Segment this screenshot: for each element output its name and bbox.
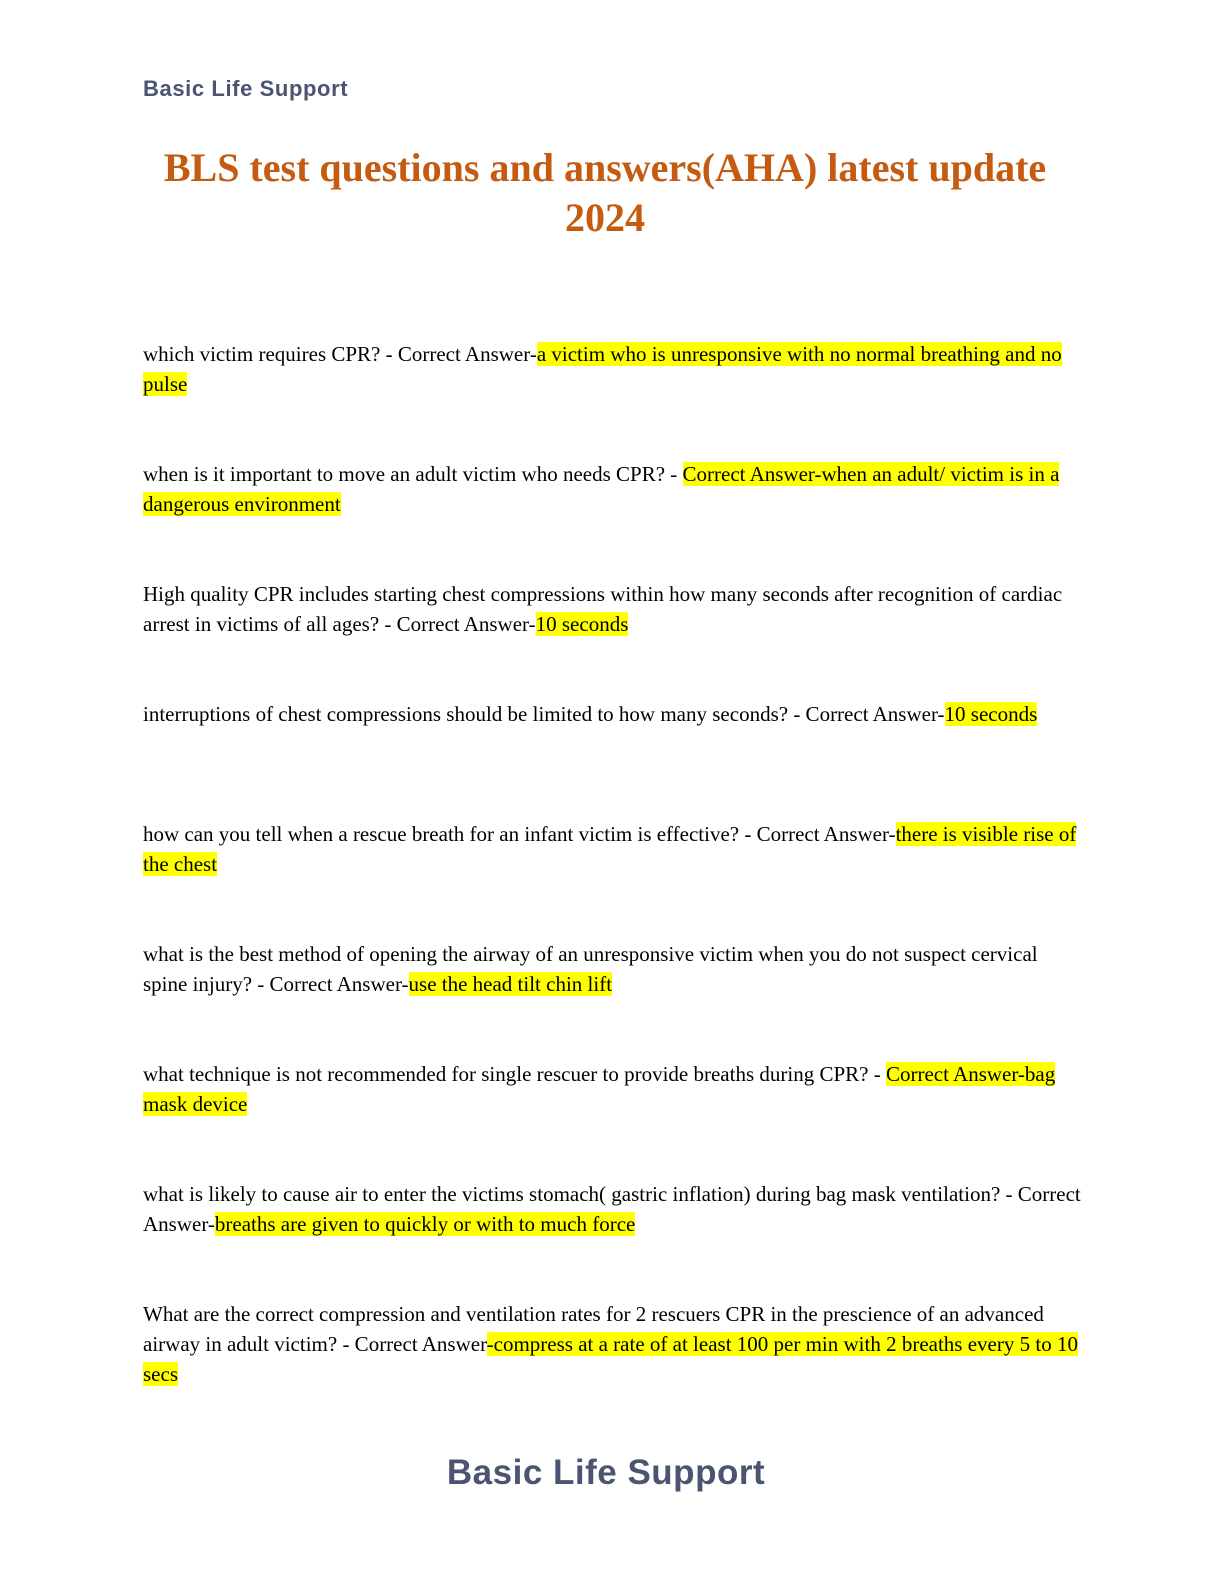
answer-highlight: 10 seconds — [535, 612, 629, 636]
question-text: what is the best method of opening the airway of an unresponsive victim when you do not suspect cervical spine injury? - Correct Answer- — [143, 942, 1038, 996]
qa-item — [143, 1179, 1083, 1239]
answer-highlight: a victim who is unresponsive with no normal breathing and no pulse — [143, 342, 1062, 396]
question-text: What are the correct compression and ventilation rates for 2 rescuers CPR in the prescience of an advanced airway in adult victim? - Correct Answer — [143, 1302, 1044, 1356]
qa-item — [143, 939, 1083, 999]
answer-highlight: Correct Answer-bag mask device — [143, 1062, 1056, 1116]
footer-label: Basic Life Support — [446, 1453, 766, 1492]
question-text: what is likely to cause air to enter the victims stomach( gastric inflation) during bag mask ventilation? - Correct Answer- — [143, 1182, 1081, 1236]
answer-highlight: there is visible rise of the chest — [143, 822, 1077, 876]
page-title: BLS test questions and answers(AHA) latest update 2024 — [163, 145, 1047, 240]
header-label: Basic Life Support — [143, 76, 349, 101]
qa-item — [143, 1299, 1083, 1389]
qa-item — [143, 1059, 1083, 1119]
question-text: High quality CPR includes starting chest compressions within how many seconds after recognition of cardiac arrest in victims of all ages? - Correct Answer- — [143, 582, 1063, 636]
question-text: how can you tell when a rescue breath for an infant victim is effective? - Correct Answer- — [143, 822, 896, 846]
qa-item — [143, 819, 1083, 879]
question-text: when is it important to move an adult victim who needs CPR? - — [143, 462, 683, 486]
answer-highlight: 10 seconds — [944, 702, 1038, 726]
question-text: interruptions of chest compressions should be limited to how many seconds? - Correct Answer- — [143, 702, 945, 726]
answer-highlight: -compress at a rate of at least 100 per min with 2 breaths every 5 to 10 secs — [143, 1332, 1078, 1386]
question-text: what technique is not recommended for single rescuer to provide breaths during CPR? - — [143, 1062, 886, 1086]
answer-highlight: breaths are given to quickly or with to much force — [214, 1212, 636, 1236]
qa-item — [143, 459, 1083, 519]
answer-highlight: Correct Answer-when an adult/ victim is in a dangerous environment — [143, 462, 1060, 516]
qa-item — [143, 579, 1083, 639]
qa-item — [143, 339, 1083, 399]
answer-highlight: use the head tilt chin lift — [408, 972, 613, 996]
question-text: which victim requires CPR? - Correct Answer- — [143, 342, 537, 366]
qa-item — [143, 699, 1083, 729]
